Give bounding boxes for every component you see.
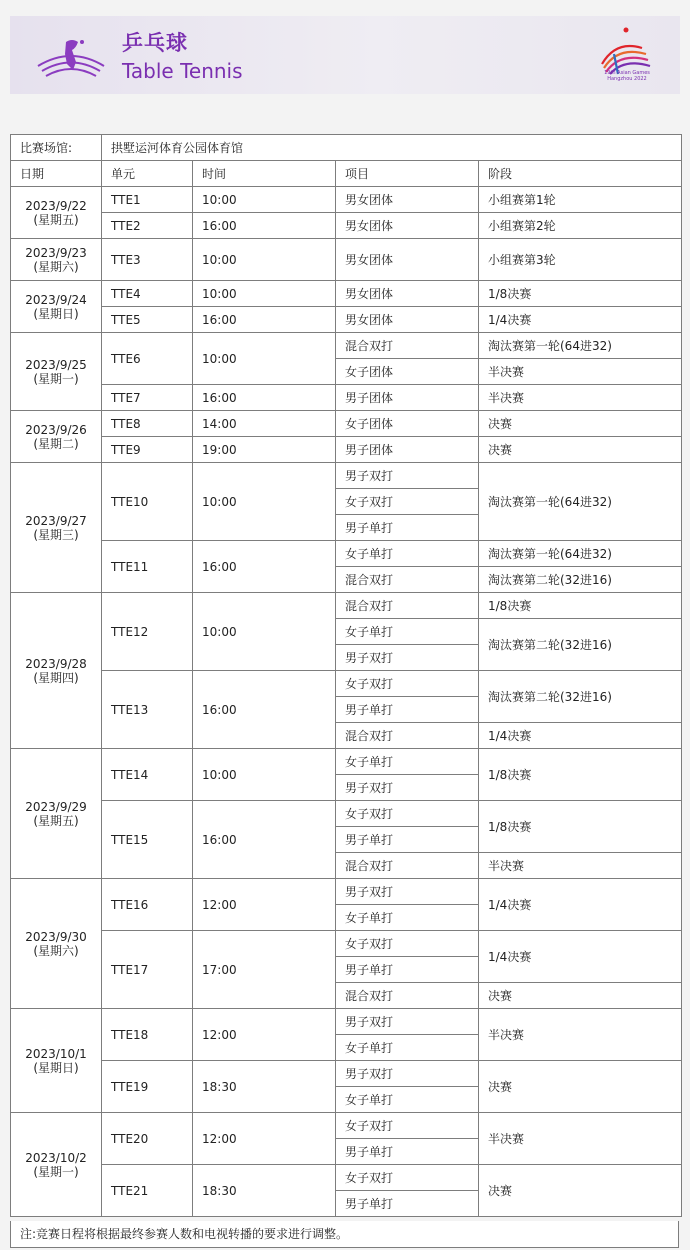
time-cell: 16:00 — [193, 541, 336, 593]
schedule-row — [11, 385, 682, 411]
date-text: 2023/9/29 — [25, 799, 87, 814]
event-cell: 男子单打 — [336, 957, 479, 983]
stage-cell: 小组赛第1轮 — [479, 187, 682, 213]
weekday-text: (星期日) — [33, 1060, 79, 1075]
schedule-row — [11, 879, 682, 905]
event-cell: 男子团体 — [336, 437, 479, 463]
weekday-text: (星期五) — [33, 212, 79, 227]
stage-cell: 决赛 — [479, 1165, 682, 1217]
weekday-text: (星期六) — [33, 259, 79, 274]
stage-cell: 决赛 — [479, 411, 682, 437]
time-cell: 10:00 — [193, 239, 336, 281]
time-cell: 16:00 — [193, 801, 336, 879]
date-text: 2023/10/1 — [25, 1046, 87, 1061]
event-cell: 男女团体 — [336, 239, 479, 281]
title-english: Table Tennis — [122, 59, 243, 83]
schedule-row — [11, 307, 682, 333]
schedule-row — [11, 541, 682, 567]
event-cell: 混合双打 — [336, 853, 479, 879]
schedule-row — [11, 281, 682, 307]
stage-cell: 淘汰赛第一轮(64进32) — [479, 541, 682, 567]
time-cell: 10:00 — [193, 463, 336, 541]
event-cell: 女子单打 — [336, 619, 479, 645]
time-cell: 14:00 — [193, 411, 336, 437]
stage-cell: 小组赛第2轮 — [479, 213, 682, 239]
event-cell: 混合双打 — [336, 593, 479, 619]
schedule-row — [11, 437, 682, 463]
event-cell: 女子团体 — [336, 359, 479, 385]
unit-cell: TTE20 — [102, 1113, 193, 1165]
event-cell: 女子团体 — [336, 411, 479, 437]
unit-cell: TTE7 — [102, 385, 193, 411]
date-cell — [11, 1009, 102, 1113]
schedule-row — [11, 411, 682, 437]
column-header-stage: 阶段 — [479, 161, 682, 187]
date-text: 2023/9/25 — [25, 357, 87, 372]
date-cell — [11, 463, 102, 593]
event-cell: 男子单打 — [336, 1139, 479, 1165]
weekday-text: (星期一) — [33, 1164, 79, 1179]
event-cell: 男子单打 — [336, 1191, 479, 1217]
time-cell: 16:00 — [193, 385, 336, 411]
stage-cell: 决赛 — [479, 1061, 682, 1113]
event-cell: 混合双打 — [336, 333, 479, 359]
venue-label: 比赛场馆: — [11, 135, 102, 161]
unit-cell: TTE17 — [102, 931, 193, 1009]
unit-cell: TTE3 — [102, 239, 193, 281]
date-text: 2023/9/23 — [25, 245, 87, 260]
date-text: 2023/9/26 — [25, 422, 87, 437]
event-cell: 男子双打 — [336, 1061, 479, 1087]
schedule-row — [11, 801, 682, 827]
event-cell: 男女团体 — [336, 281, 479, 307]
stage-cell: 半决赛 — [479, 1113, 682, 1165]
stage-cell: 淘汰赛第二轮(32进16) — [479, 567, 682, 593]
event-cell: 男子双打 — [336, 463, 479, 489]
table-tennis-pictogram-icon — [36, 36, 106, 80]
event-cell: 男子双打 — [336, 879, 479, 905]
date-text: 2023/9/24 — [25, 292, 87, 307]
weekday-text: (星期四) — [33, 670, 79, 685]
weekday-text: (星期二) — [33, 436, 79, 451]
date-text: 2023/9/27 — [25, 513, 87, 528]
weekday-text: (星期三) — [33, 527, 79, 542]
event-cell: 男女团体 — [336, 187, 479, 213]
time-cell: 10:00 — [193, 333, 336, 385]
date-text: 2023/10/2 — [25, 1150, 87, 1165]
date-cell — [11, 281, 102, 333]
weekday-text: (星期五) — [33, 813, 79, 828]
stage-cell: 半决赛 — [479, 359, 682, 385]
stage-cell: 1/8决赛 — [479, 749, 682, 801]
time-cell: 10:00 — [193, 593, 336, 671]
stage-cell: 半决赛 — [479, 1009, 682, 1061]
time-cell: 17:00 — [193, 931, 336, 1009]
stage-cell: 半决赛 — [479, 853, 682, 879]
unit-cell: TTE12 — [102, 593, 193, 671]
schedule-row — [11, 931, 682, 957]
schedule-row — [11, 671, 682, 697]
event-cell: 男子双打 — [336, 1009, 479, 1035]
stage-cell: 小组赛第3轮 — [479, 239, 682, 281]
weekday-text: (星期一) — [33, 371, 79, 386]
date-text: 2023/9/22 — [25, 198, 87, 213]
schedule-row — [11, 333, 682, 359]
schedule-row — [11, 1113, 682, 1139]
event-cell: 男子单打 — [336, 697, 479, 723]
time-cell: 18:30 — [193, 1165, 336, 1217]
stage-cell: 1/4决赛 — [479, 307, 682, 333]
unit-cell: TTE21 — [102, 1165, 193, 1217]
event-cell: 女子双打 — [336, 1165, 479, 1191]
event-cell: 混合双打 — [336, 983, 479, 1009]
header-row — [11, 161, 682, 187]
time-cell: 16:00 — [193, 671, 336, 749]
time-cell: 18:30 — [193, 1061, 336, 1113]
date-cell — [11, 879, 102, 1009]
unit-cell: TTE6 — [102, 333, 193, 385]
schedule-table — [10, 134, 682, 1217]
stage-cell: 决赛 — [479, 983, 682, 1009]
unit-cell: TTE18 — [102, 1009, 193, 1061]
stage-cell: 1/4决赛 — [479, 723, 682, 749]
date-text: 2023/9/28 — [25, 656, 87, 671]
stage-cell: 1/8决赛 — [479, 801, 682, 853]
event-cell: 女子单打 — [336, 749, 479, 775]
column-header-date: 日期 — [11, 161, 102, 187]
unit-cell: TTE16 — [102, 879, 193, 931]
event-cell: 男子双打 — [336, 645, 479, 671]
time-cell: 12:00 — [193, 1009, 336, 1061]
date-cell — [11, 187, 102, 239]
time-cell: 10:00 — [193, 749, 336, 801]
time-cell: 10:00 — [193, 281, 336, 307]
time-cell: 12:00 — [193, 1113, 336, 1165]
schedule-row — [11, 463, 682, 489]
unit-cell: TTE2 — [102, 213, 193, 239]
stage-cell: 1/8决赛 — [479, 281, 682, 307]
stage-cell: 半决赛 — [479, 385, 682, 411]
event-cell: 女子双打 — [336, 671, 479, 697]
event-cell: 男子单打 — [336, 515, 479, 541]
stage-cell: 决赛 — [479, 437, 682, 463]
event-cell: 男子双打 — [336, 775, 479, 801]
event-cell: 男子单打 — [336, 827, 479, 853]
weekday-text: (星期日) — [33, 306, 79, 321]
event-cell: 女子双打 — [336, 489, 479, 515]
event-cell: 女子双打 — [336, 931, 479, 957]
stage-cell: 淘汰赛第二轮(32进16) — [479, 619, 682, 671]
venue-name: 拱墅运河体育公园体育馆 — [102, 135, 682, 161]
event-cell: 女子单打 — [336, 541, 479, 567]
date-cell — [11, 749, 102, 879]
unit-cell: TTE1 — [102, 187, 193, 213]
event-cell: 女子单打 — [336, 1035, 479, 1061]
date-cell — [11, 239, 102, 281]
schedule-row — [11, 187, 682, 213]
date-cell — [11, 1113, 102, 1217]
unit-cell: TTE8 — [102, 411, 193, 437]
time-cell: 10:00 — [193, 187, 336, 213]
time-cell: 16:00 — [193, 307, 336, 333]
stage-cell: 1/4决赛 — [479, 931, 682, 983]
date-text: 2023/9/30 — [25, 929, 87, 944]
unit-cell: TTE14 — [102, 749, 193, 801]
schedule-row — [11, 1061, 682, 1087]
event-cell: 男女团体 — [336, 307, 479, 333]
header-banner — [10, 16, 680, 94]
unit-cell: TTE5 — [102, 307, 193, 333]
unit-cell: TTE10 — [102, 463, 193, 541]
venue-row — [11, 135, 682, 161]
event-cell: 混合双打 — [336, 723, 479, 749]
unit-cell: TTE19 — [102, 1061, 193, 1113]
event-cell: 男子团体 — [336, 385, 479, 411]
schedule-row — [11, 749, 682, 775]
stage-cell: 淘汰赛第一轮(64进32) — [479, 463, 682, 541]
schedule-row — [11, 239, 682, 281]
column-header-time: 时间 — [193, 161, 336, 187]
unit-cell: TTE15 — [102, 801, 193, 879]
unit-cell: TTE9 — [102, 437, 193, 463]
stage-cell: 1/4决赛 — [479, 879, 682, 931]
time-cell: 19:00 — [193, 437, 336, 463]
schedule-note: 注:竞赛日程将根据最终参赛人数和电视转播的要求进行调整。 — [10, 1221, 679, 1248]
schedule-row — [11, 593, 682, 619]
event-cell: 女子双打 — [336, 801, 479, 827]
event-cell: 男女团体 — [336, 213, 479, 239]
event-cell: 女子双打 — [336, 1113, 479, 1139]
weekday-text: (星期六) — [33, 943, 79, 958]
date-cell — [11, 333, 102, 411]
schedule-row — [11, 213, 682, 239]
time-cell: 12:00 — [193, 879, 336, 931]
asian-games-emblem-text: 19th Asian Games Hangzhou 2022 — [604, 70, 650, 82]
unit-cell: TTE4 — [102, 281, 193, 307]
schedule-row — [11, 1009, 682, 1035]
schedule-row — [11, 1165, 682, 1191]
time-cell: 16:00 — [193, 213, 336, 239]
date-cell — [11, 411, 102, 463]
event-cell: 混合双打 — [336, 567, 479, 593]
event-cell: 女子单打 — [336, 905, 479, 931]
column-header-unit: 单元 — [102, 161, 193, 187]
column-header-event: 项目 — [336, 161, 479, 187]
unit-cell: TTE11 — [102, 541, 193, 593]
stage-cell: 淘汰赛第二轮(32进16) — [479, 671, 682, 723]
date-cell — [11, 593, 102, 749]
unit-cell: TTE13 — [102, 671, 193, 749]
title-chinese: 乒乓球 — [122, 31, 188, 55]
stage-cell: 1/8决赛 — [479, 593, 682, 619]
stage-cell: 淘汰赛第一轮(64进32) — [479, 333, 682, 359]
event-cell: 女子单打 — [336, 1087, 479, 1113]
